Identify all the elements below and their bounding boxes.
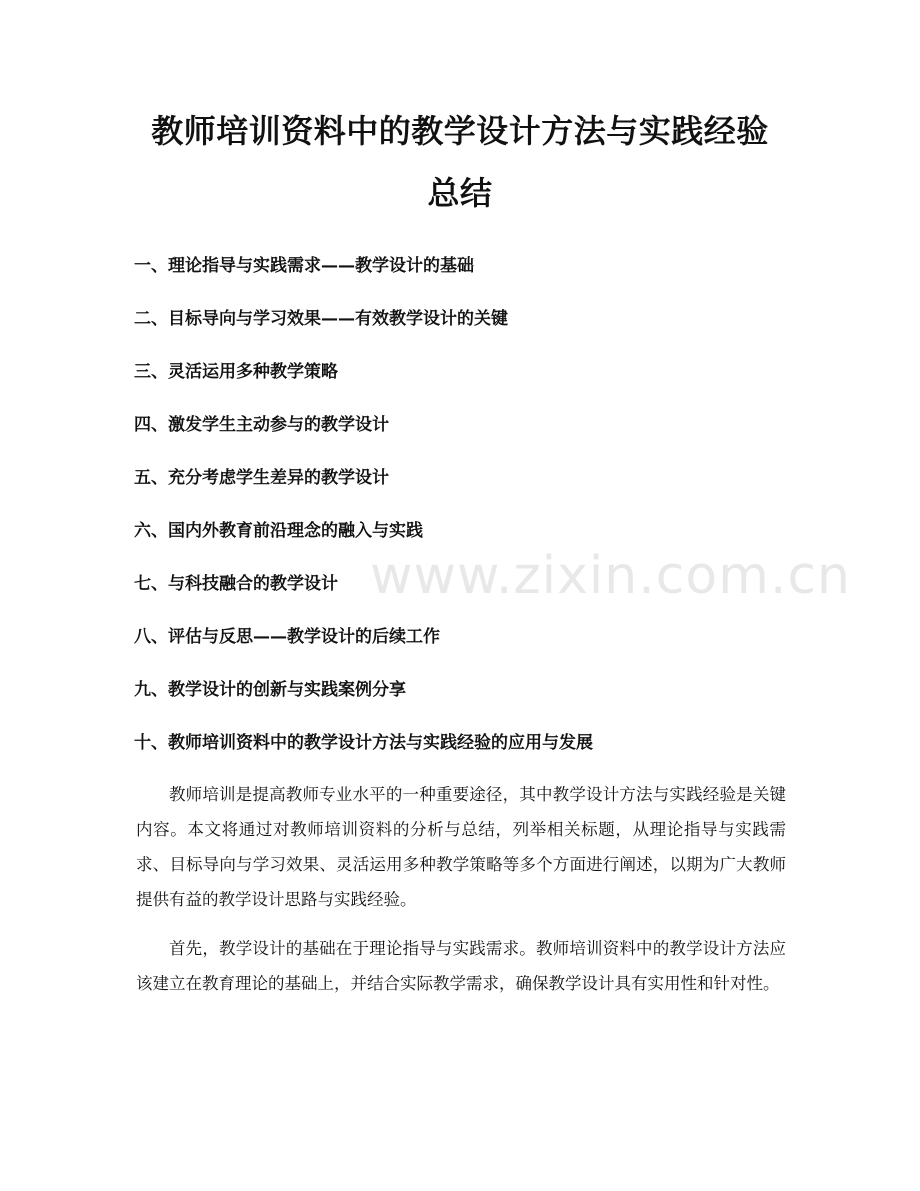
section-heading-5: 五、充分考虑学生差异的教学设计 [134, 468, 389, 488]
section-heading-3: 三、灵活运用多种教学策略 [134, 362, 338, 382]
document-title-line-2: 总结 [427, 174, 493, 212]
document-title-line-1: 教师培训资料中的教学设计方法与实践经验 [151, 112, 769, 150]
body-paragraph-first-point: 首先，教学设计的基础在于理论指导与实践需求。教师培训资料中的教学设计方法应该建立在教育理论的基础上，并结合实际教学需求，确保教学设计具有实用性和针对性。 [136, 939, 786, 993]
section-heading-9: 九、教学设计的创新与实践案例分享 [134, 680, 406, 700]
section-heading-10: 十、教师培训资料中的教学设计方法与实践经验的应用与发展 [134, 733, 593, 753]
section-heading-2: 二、目标导向与学习效果——有效教学设计的关键 [134, 309, 508, 329]
section-heading-1: 一、理论指导与实践需求——教学设计的基础 [134, 256, 474, 276]
body-paragraph-intro: 教师培训是提高教师专业水平的一种重要途径，其中教学设计方法与实践经验是关键内容。本文将通过对教师培训资料的分析与总结，列举相关标题，从理论指导与实践需求、目标导向与学习效果、灵活运用多种教学策略等多个方面进行阐述，以期为广大教师提供有益的教学设计思路与实践经验。 [136, 785, 786, 909]
section-heading-list [134, 253, 814, 783]
section-heading-4: 四、激发学生主动参与的教学设计 [134, 415, 389, 435]
section-heading-8: 八、评估与反思——教学设计的后续工作 [134, 627, 440, 647]
section-heading-7: 七、与科技融合的教学设计 [134, 574, 338, 594]
watermark-text: www.zixin.com.cn [370, 546, 851, 606]
section-heading-6: 六、国内外教育前沿理念的融入与实践 [134, 521, 423, 541]
